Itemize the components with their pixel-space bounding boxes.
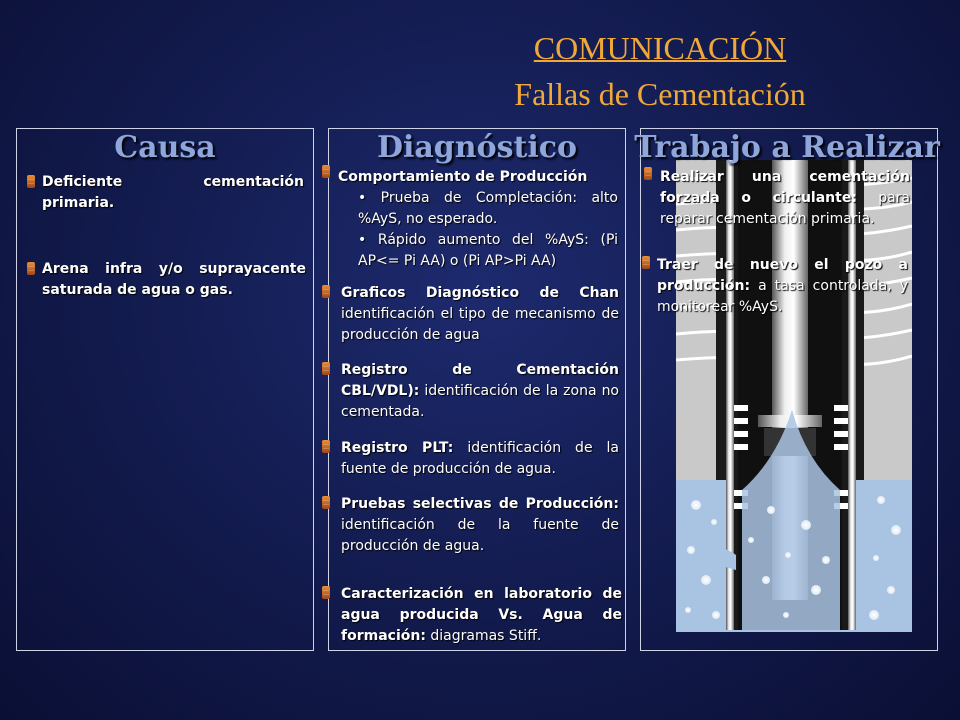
bullet-icon bbox=[322, 586, 330, 599]
slide-title: COMUNICACIÓN bbox=[533, 30, 787, 66]
bullet-icon bbox=[27, 262, 35, 275]
bullet-icon bbox=[644, 167, 652, 180]
bullet-icon bbox=[642, 256, 650, 269]
bullet-icon bbox=[322, 362, 330, 375]
slide-subtitle: Fallas de Cementación bbox=[514, 76, 806, 112]
well-diagram bbox=[676, 160, 912, 632]
trabajo-item-2: Traer de nuevo el pozo a producción: a tasa controlada, y monitorear %AyS. bbox=[657, 257, 908, 315]
causa-item-1: Deficiente cementación primaria. bbox=[42, 174, 304, 211]
bullet-icon bbox=[322, 165, 330, 178]
trabajo-item-1: Realizar una cementación forzada o circulante: para reparar cementación primaria. bbox=[660, 169, 911, 227]
diagnostico-item-1: Comportamiento de Producción bbox=[338, 169, 588, 185]
bullet-icon bbox=[27, 175, 35, 188]
bullet-icon bbox=[322, 285, 330, 298]
diagnostico-subitem-2: • Rápido aumento del %AyS: (Pi AP<= Pi AA) o (Pi AP>Pi AA) bbox=[358, 232, 618, 269]
bullet-icon bbox=[322, 440, 330, 453]
diagnostico-item-6: Caracterización en laboratorio de agua producida Vs. Agua de formación: diagramas Stiff. bbox=[341, 586, 622, 644]
diagnostico-item-3: Registro de Cementación CBL/VDL): identificación de la zona no cementada. bbox=[341, 362, 620, 420]
diagnostico-item-5: Pruebas selectivas de Producción: identificación de la fuente de producción de agua. bbox=[341, 496, 619, 554]
bullet-icon bbox=[322, 496, 330, 509]
diagnostico-subitem-1: • Prueba de Completación: alto %AyS, no esperado. bbox=[358, 190, 618, 227]
diagnostico-item-4: Registro PLT: identificación de la fuente de producción de agua. bbox=[341, 440, 620, 477]
diagnostico-heading: Diagnóstico bbox=[376, 130, 578, 165]
trabajo-heading: Trabajo a Realizar bbox=[634, 130, 940, 165]
causa-heading: Causa bbox=[114, 130, 216, 165]
causa-item-2: Arena infra y/o suprayacente saturada de agua o gas. bbox=[42, 261, 306, 298]
diagnostico-item-2: Graficos Diagnóstico de Chan identificación el tipo de mecanismo de producción de agua bbox=[341, 285, 619, 343]
